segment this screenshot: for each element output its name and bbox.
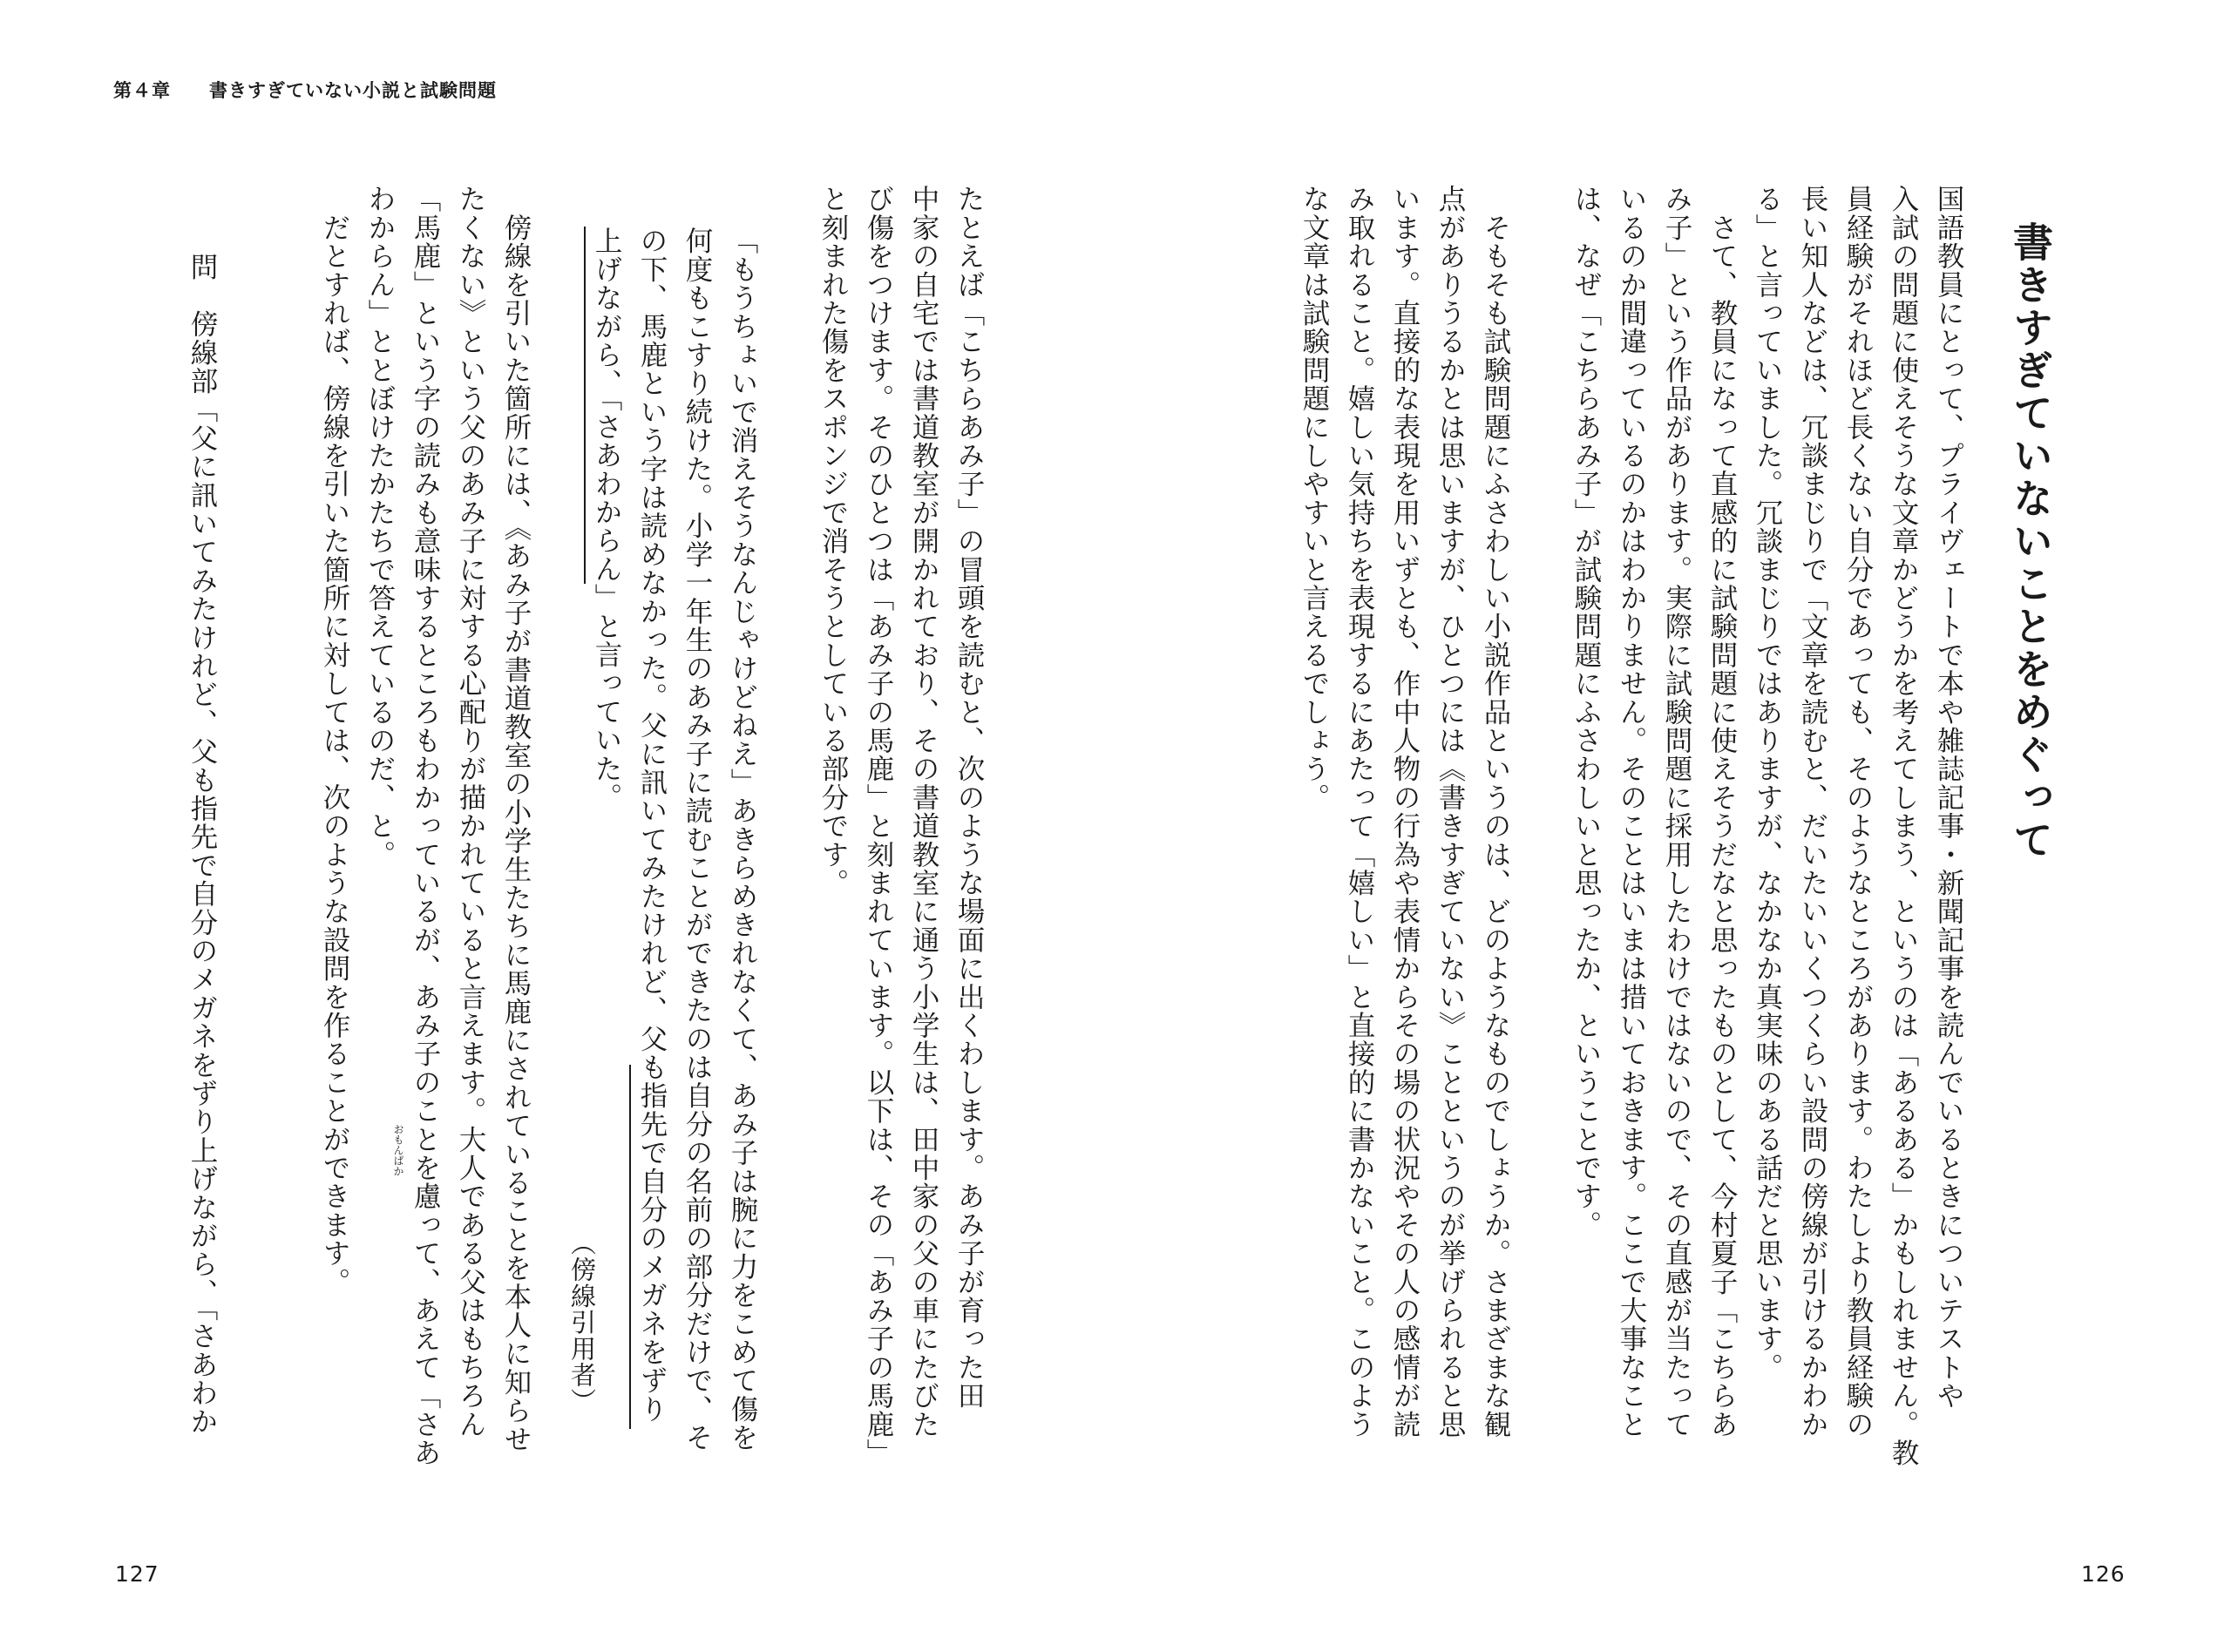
body-line: います。直接的な表現を用いずとも、作中人物の行為や表情からその場の状況やその人の感情が読 <box>1389 185 1421 1439</box>
body-line: さて、教員になって直感的に試験問題に使えそうだなと思ったものとして、今村夏子「こちらあ <box>1706 185 1738 1439</box>
body-line: そもそも試験問題にふさわしい小説作品というのは、どのようなものでしょうか。さまざまな観 <box>1480 185 1511 1439</box>
page-number-right: 126 <box>2081 1561 2126 1587</box>
chapter-title: 書きすぎていない小説と試験問題 <box>209 80 497 101</box>
body-line: たとえば「こちらあみ子」の冒頭を読むと、次のような場面に出くわします。あみ子が育った田 <box>953 185 985 1411</box>
body-line: 傍線を引いた箇所には、《あみ子が書道教室の小学生たちに馬鹿にされていることを本人に知らせ <box>500 185 532 1453</box>
body-line: な文章は試験問題にしやすいと言えるでしょう。 <box>1299 185 1330 812</box>
body-line: み取れること。嬉しい気持ちを表現するにあたって「嬉しい」と直接的に書かないこと。このよう <box>1344 185 1375 1439</box>
body-line: 点がありうるかとは思いますが、ひとつには《書きすぎていない》ことというのが挙げられると思 <box>1434 185 1466 1439</box>
ruby-annotation: おもんぱか <box>392 1124 404 1176</box>
body-line: 入試の問題に使えそうな文章かどうかを考えてしまう、というのは「あるある」かもしれません。教 <box>1888 185 1919 1467</box>
body-line: 員経験がそれほど長くない自分であっても、そのようなところがあります。わたしより教員経験の <box>1842 185 1874 1439</box>
running-header <box>113 77 497 103</box>
body-line: 長い知人などは、冗談まじりで「文章を読むと、だいたいいくつくらい設問の傍線が引けるかわか <box>1797 185 1828 1439</box>
underline-mark <box>629 1065 631 1429</box>
body-line: いるのか間違っているのかはわかりません。そのことはいまは措いておきます。ここで大事なこと <box>1616 185 1647 1439</box>
chapter-number: 第４章 <box>113 80 171 101</box>
body-line: だとすれば、傍線を引いた箇所に対しては、次のような設問を作ることができます。 <box>319 185 350 1297</box>
body-line: び傷をつけます。そのひとつは「あみ子の馬鹿」と刻まれています。以下は、その「あみ子の馬鹿」 <box>863 185 894 1467</box>
section-title: 書きすぎていないことをめぐって <box>2007 221 2054 862</box>
page-number-left: 127 <box>115 1561 159 1587</box>
body-line: 「馬鹿」という字の読みも意味するところもわかっているが、あみ子のことを慮って、あえて「さあ <box>410 185 441 1467</box>
quote-line: 「もうちょいで消えそうなんじゃけどねえ」あきらめきれなくて、あみ子は腕に力をこめて傷を <box>727 227 758 1452</box>
body-line: 中家の自宅では書道教室が開かれており、その書道教室に通う小学生は、田中家の父の車にたびた <box>908 185 939 1439</box>
body-line: 国語教員にとって、プライヴェートで本や雑誌記事・新聞記事を読んでいるときについテストや <box>1933 185 1964 1411</box>
body-line: たくない》という父のあみ子に対する心配りが描かれていると言えます。大人である父はもちろん <box>455 185 486 1439</box>
underline-mark <box>584 227 586 584</box>
quote-line: の下、馬鹿という字は読めなかった。父に訊いてみたけれど、父も指先で自分のメガネをずり <box>636 227 668 1424</box>
quote-line: 上げながら、「さあわからん」と言っていた。 <box>591 227 622 811</box>
body-line: と刻まれた傷をスポンジで消そうとしている部分です。 <box>817 185 849 897</box>
question-line: 問 傍線部「父に訊いてみたけれど、父も指先で自分のメガネをずり上げながら、「さあわか <box>186 253 218 1436</box>
body-line: は、なぜ「こちらあみ子」が試験問題にふさわしいと思ったか、ということです。 <box>1570 185 1602 1239</box>
body-line: る」と言っていました。冗談まじりではありますが、なかなか真実味のある話だと思います。 <box>1752 185 1783 1382</box>
body-line: わからん」ととぼけたかたちで答えているのだ、と。 <box>364 185 396 869</box>
quote-line: 何度もこすり続けた。小学一年生のあみ子に読むことができたのは自分の名前の部分だけで、そ <box>682 227 713 1452</box>
body-line: み子」という作品があります。実際に試験問題に採用したわけではないので、その直感が当たって <box>1661 185 1692 1439</box>
quote-attribution: （傍線引用者） <box>567 1230 597 1415</box>
